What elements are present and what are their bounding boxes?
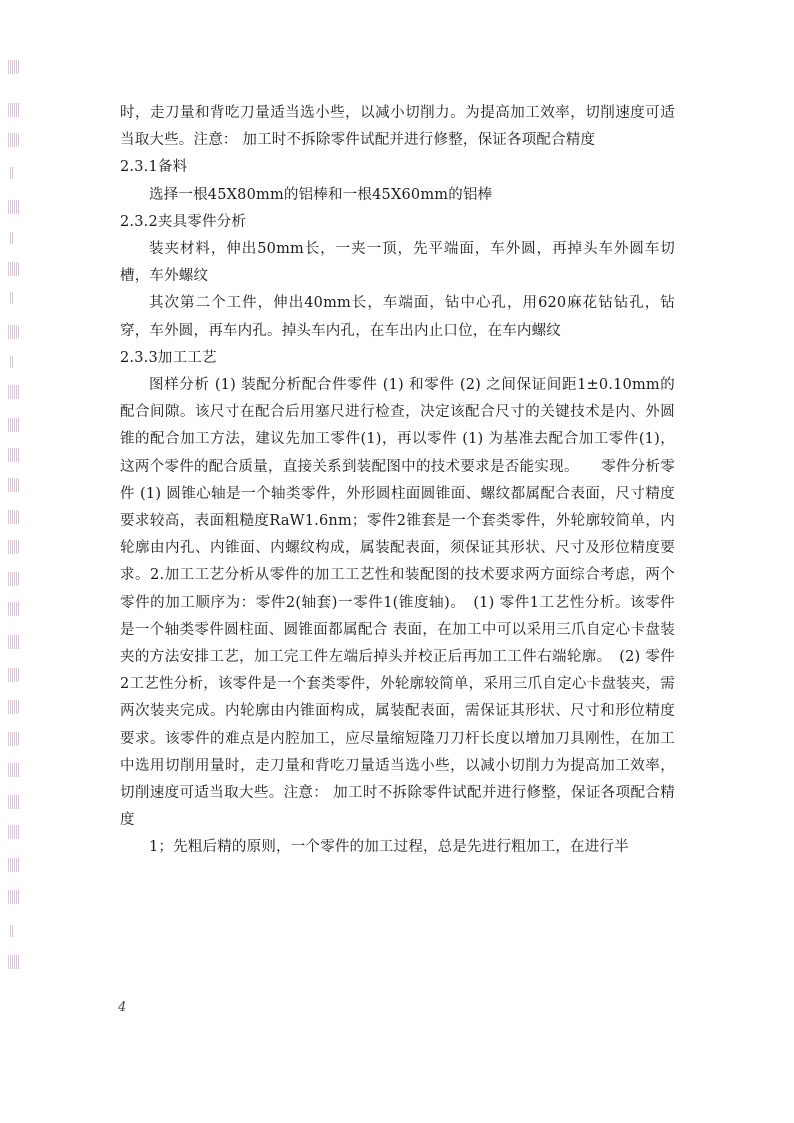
scan-mark — [8, 325, 20, 339]
paragraph-continuation: 时，走刀量和背吃刀量适当选小些，以减小切削力。为提高加工效率，切削速度可适当取大些。注意： 加工时不拆除零件试配并进行修整，保证各项配合精度 — [120, 105, 675, 149]
scan-mark — [8, 668, 20, 682]
scan-mark — [8, 700, 20, 714]
scan-mark — [8, 478, 20, 492]
scan-mark — [8, 635, 20, 649]
page-number: 4 — [118, 1000, 127, 1015]
section-heading-2-3-1: 2.3.1备料 — [120, 159, 188, 176]
scan-mark — [8, 540, 20, 554]
scan-mark — [8, 200, 20, 214]
scan-mark — [8, 858, 20, 872]
scan-mark — [8, 385, 20, 399]
scan-mark — [8, 510, 20, 524]
scan-mark — [8, 732, 20, 746]
section-heading-2-3-2: 2.3.2夹具零件分析 — [120, 213, 247, 230]
section-heading-2-3-3: 2.3.3加工工艺 — [120, 349, 217, 366]
margin-scan-marks — [0, 0, 30, 1123]
document-body — [120, 100, 675, 862]
scan-mark — [10, 167, 14, 179]
scan-mark — [8, 418, 20, 432]
scan-mark — [8, 795, 20, 809]
scan-mark — [8, 262, 20, 276]
scan-mark — [10, 232, 14, 244]
scan-mark — [8, 133, 20, 147]
paragraph-process-analysis: 图样分析 (1) 装配分析配合件零件 (1) 和零件 (2) 之间保证间距1±0.10mm的配合间隙。该尺寸在配合后用塞尺进行检查，决定该配合尺寸的关键技术是内、外圆锥的配合加工方法，建议先加工零件(1)，再以零件 (1) 为基准去配合加工零件(1)，这两个零件的配合质量，直接关系到装配图中的技术要求是否能实现。 零件分析零件 (1) 圆锥心轴是一个轴类零件，外形圆柱面圆锥面、螺纹都属配合表面，尺寸精度要求较高，表面粗糙度RaW1.6nm；零件2锥套是一个套类零件，外轮廓较简单，内轮廓由内孔、内锥面、内螺纹构成，属装配表面，须保证其形状、尺寸及形位精度要求。2.加工工艺分析从零件的加工工艺性和装配图的技术要求两方面综合考虑，两个零件的加工顺序为：零件2(轴套)一零件1(锥度轴)。 (1) 零件1工艺性分析。该零件是一个轴类零件圆柱面、圆锥面都属配合 表面，在加工中可以采用三爪自定心卡盘装夹的方法安排工艺，加工完工件左端后掉头并校正后再加工工件右端轮廓。 (2) 零件2工艺性分析，该零件是一个套类零件，外轮廓较简单，采用三爪自定心卡盘装夹，需两次装夹完成。内轮廓由内锥面构成，属装配表面，需保证其形状、尺寸和形位精度要求。该零件的难点是内腔加工，应尽量缩短隆刀刀杆长度以增加刀具刚性，在加工中选用切削用量时，走刀量和背吃刀量适当选小些，以减小切削力为提高加工效率，切削速度可适当取大些。注意： 加工时不拆除零件试配并进行修整，保证各项配合精度 — [120, 377, 675, 829]
scan-mark — [8, 763, 20, 777]
scan-mark — [8, 890, 20, 904]
scan-mark — [10, 292, 14, 304]
scan-mark — [8, 103, 20, 117]
scan-mark — [10, 925, 14, 937]
paragraph-materials: 选择一根45X80mm的铝棒和一根45X60mm的铝棒 — [149, 186, 493, 203]
scan-mark — [8, 60, 20, 74]
scan-mark — [8, 955, 20, 969]
scan-mark — [10, 356, 14, 368]
scan-mark — [8, 602, 20, 616]
scan-mark — [8, 448, 20, 462]
paragraph-second-workpiece: 其次第二个工件，伸出40mm长，车端面，钻中心孔，用620麻花钻钻孔，钻穿，车外圆，再车内孔。掉头车内孔，在车出内止口位，在车内螺纹 — [120, 295, 675, 339]
scan-mark — [8, 825, 20, 839]
paragraph-rough-finish-principle: 1；先粗后精的原则，一个零件的加工过程，总是先进行粗加工，在进行半 — [149, 839, 629, 856]
paragraph-clamping: 装夹材料，伸出50mm长，一夹一顶，先平端面，车外圆，再掉头车外圆车切槽，车外螺纹 — [120, 241, 675, 285]
scan-mark — [8, 572, 20, 586]
